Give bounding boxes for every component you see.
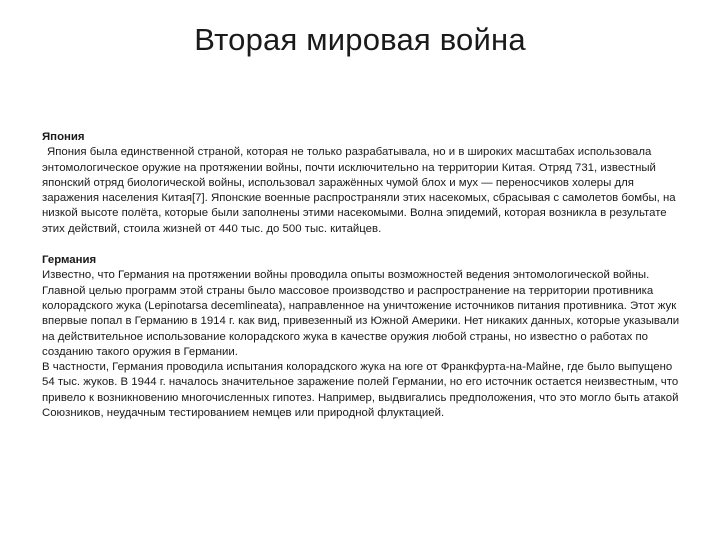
paragraph-germany-1: Известно, что Германия на протяжении войны проводила опыты возможностей ведения энтомологической войны. Главной целью программ этой страны было массовое производство и распространение на территории противника колорадского жука (Lepinotarsa decemlineata), направленное на уничтожение источников питания противника. Этот жук впервые попал в Германию в 1914 г. как вид, привезенный из Южной Америки. Нет никаких данных, которые указывали на действительное использование колорадского жука в качестве оружия любой страны, но известно о работах по созданию такого оружия в Германии. bbox=[42, 269, 680, 358]
section-germany bbox=[42, 253, 682, 421]
paragraph-japan: Япония была единственной страной, которая не только разрабатывала, но и в широких масштабах использовала энтомологическое оружие на протяжении войны, почти исключительно на территории Китая. Отряд 731, известный японский отряд биологической войны, использовал заражённых чумой блох и мух — переносчиков холеры для заражения населения Китая[7]. Японские военные распространяли этих насекомых, сбрасывая с самолетов бомбы, на низкой высоте полёта, которые были заполнены этими насекомыми. Волна эпидемий, которая возникла в результате этих действий, стоила жизней от 440 тыс. до 500 тыс. китайцев. bbox=[42, 146, 676, 235]
section-heading-japan: Япония bbox=[42, 131, 85, 143]
section-spacer bbox=[42, 237, 682, 253]
paragraph-germany-2: В частности, Германия проводила испытания колорадского жука на юге от Франкфурта-на-Майне, где было выпущено 54 тыс. жуков. В 1944 г. началось значительное заражение полей Германии, но его источник остается неизвестным, что привело к возникновению многочисленных гипотез. Например, выдвигались предположения, что это могло быть атакой Союзников, неудачным тестированием немцев или природной флуктацией. bbox=[42, 361, 679, 420]
slide-title: Вторая мировая война bbox=[194, 22, 526, 57]
section-heading-germany: Германия bbox=[42, 254, 97, 267]
section-japan bbox=[42, 130, 682, 237]
slide-body bbox=[42, 130, 682, 421]
